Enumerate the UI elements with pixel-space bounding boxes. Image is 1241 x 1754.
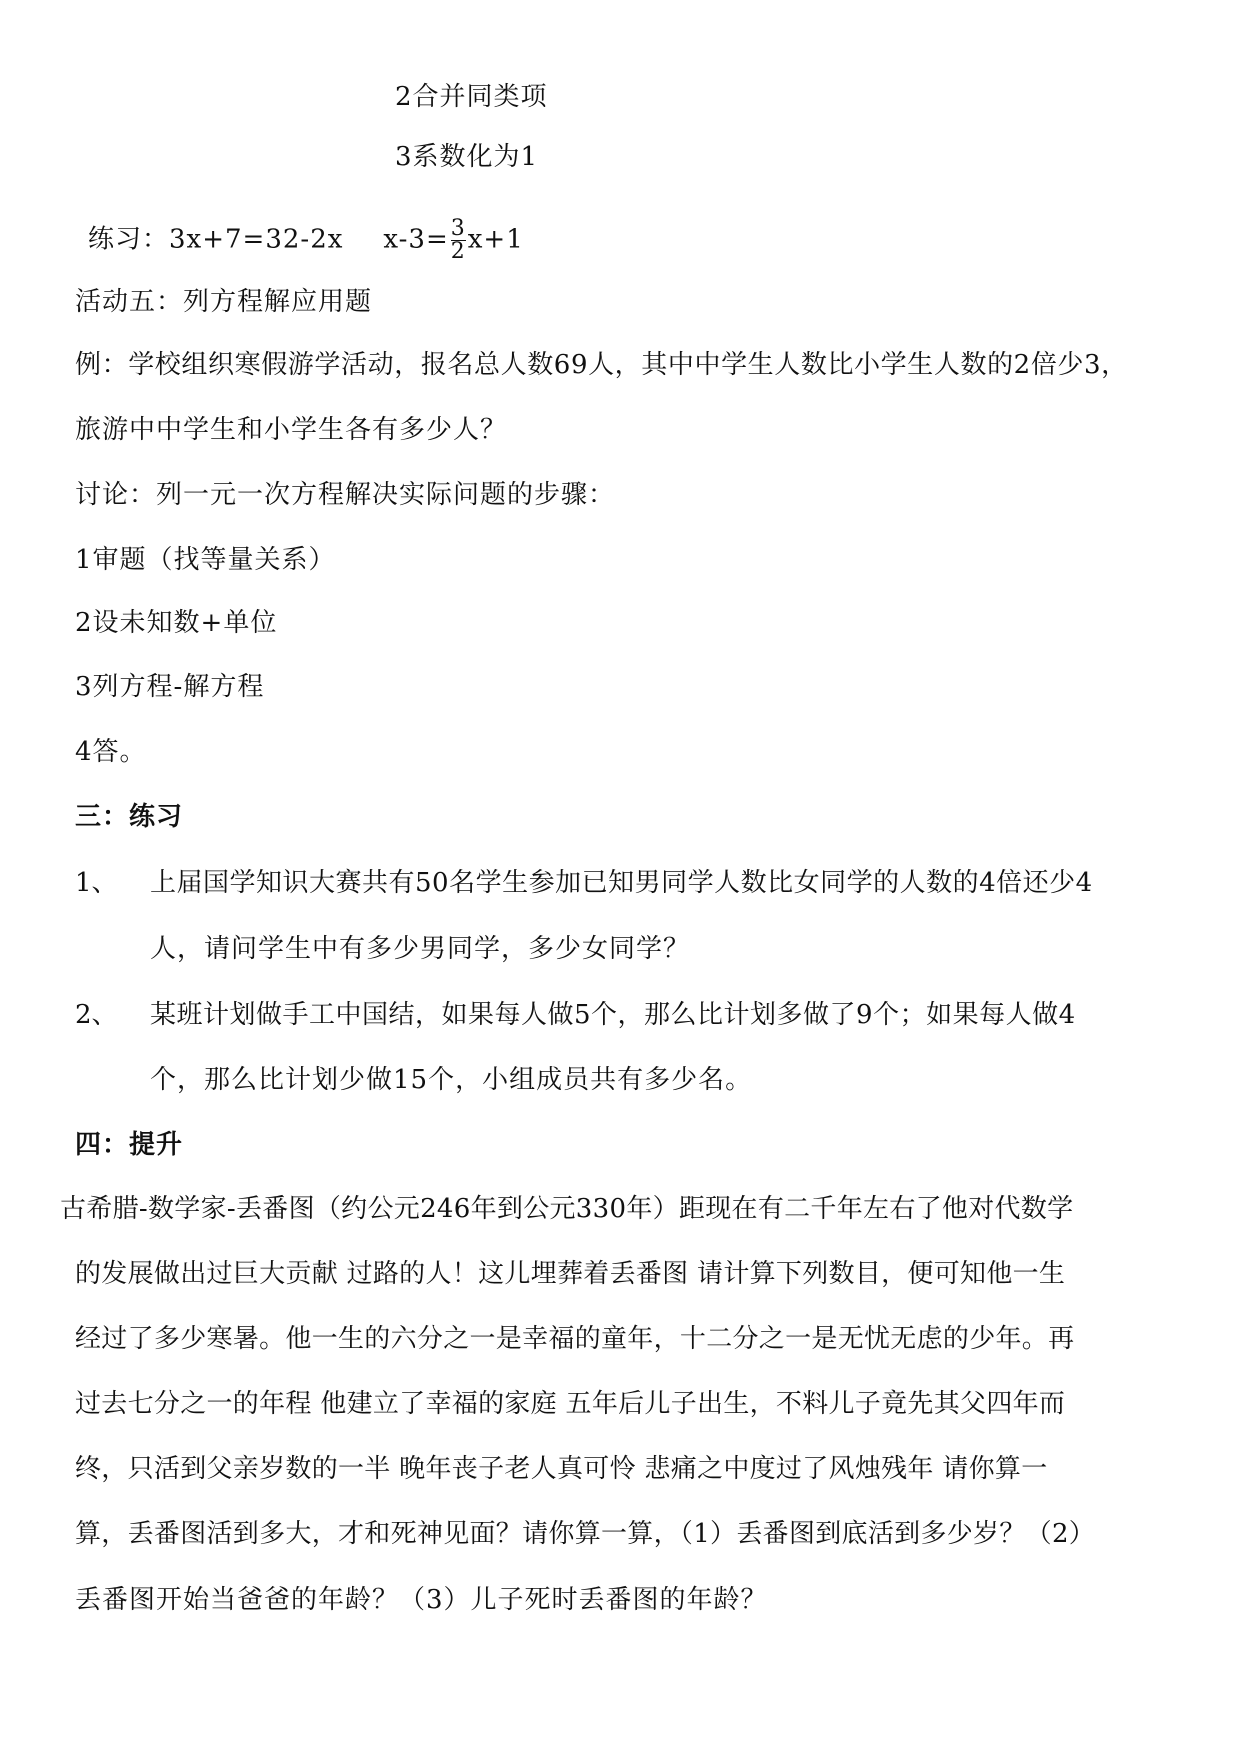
question-2-number: 2、 bbox=[75, 1000, 118, 1030]
example-line-2: 旅游中中学生和小学生各有多少人？ bbox=[75, 415, 508, 445]
solve-step-2: 2设未知数+单位 bbox=[75, 608, 278, 638]
section3-title: 三：练习 bbox=[75, 802, 184, 832]
story-line-7: 丢番图开始当爸爸的年龄？（3）儿子死时丢番图的年龄？ bbox=[75, 1585, 768, 1615]
step-combine-like-terms: 2合并同类项 bbox=[395, 82, 548, 112]
fraction-three-halves bbox=[451, 218, 466, 263]
section4-title: 四：提升 bbox=[75, 1130, 184, 1160]
solve-step-3: 3列方程-解方程 bbox=[75, 672, 265, 702]
practice-line bbox=[88, 218, 524, 263]
question-1-line-2: 人，请问学生中有多少男同学，多少女同学？ bbox=[150, 934, 691, 964]
example-line-1: 例：学校组织寒假游学活动，报名总人数69人，其中中学生人数比小学生人数的2倍少3， bbox=[75, 350, 1128, 380]
step-coefficient-to-one: 3系数化为1 bbox=[395, 142, 539, 172]
story-line-3: 经过了多少寒暑。他一生的六分之一是幸福的童年，十二分之一是无忧无虑的少年。再 bbox=[75, 1324, 1075, 1354]
practice-label: 练习： bbox=[88, 224, 170, 255]
question-1-number: 1、 bbox=[75, 868, 118, 898]
story-line-1: 古希腊-数学家-丢番图（约公元246年到公元330年）距现在有二千年左右了他对代数学 bbox=[60, 1194, 1074, 1224]
story-line-6: 算，丢番图活到多大，才和死神见面？请你算一算，（1）丢番图到底活到多少岁？（2） bbox=[75, 1519, 1096, 1549]
activity5-title: 活动五：列方程解应用题 bbox=[75, 287, 373, 317]
story-line-4: 过去七分之一的年程 他建立了幸福的家庭 五年后儿子出生，不料儿子竟先其父四年而 bbox=[75, 1389, 1066, 1419]
solve-step-1: 1审题（找等量关系） bbox=[75, 545, 336, 575]
fraction-denominator: 2 bbox=[450, 239, 466, 264]
question-1-line-1: 上届国学知识大赛共有50名学生参加已知男同学人数比女同学的人数的4倍还少4 bbox=[150, 868, 1093, 898]
fraction-numerator: 3 bbox=[450, 216, 466, 241]
question-2-line-1: 某班计划做手工中国结，如果每人做5个，那么比计划多做了9个；如果每人做4 bbox=[150, 1000, 1076, 1030]
solve-step-4: 4答。 bbox=[75, 737, 147, 767]
story-line-2: 的发展做出过巨大贡献 过路的人！这儿埋葬着丢番图 请计算下列数目，便可知他一生 bbox=[75, 1259, 1066, 1289]
practice-equation-1: 3x+7=32-2x bbox=[169, 224, 344, 255]
question-2-line-2: 个，那么比计划少做15个，小组成员共有多少名。 bbox=[150, 1065, 753, 1095]
practice-equation-2-left: x-3= bbox=[383, 224, 449, 255]
practice-equation-2-right: x+1 bbox=[467, 224, 524, 255]
story-line-5: 终，只活到父亲岁数的一半 晚年丧子老人真可怜 悲痛之中度过了风烛残年 请你算一 bbox=[75, 1454, 1048, 1484]
discussion-line: 讨论：列一元一次方程解决实际问题的步骤： bbox=[75, 480, 616, 510]
